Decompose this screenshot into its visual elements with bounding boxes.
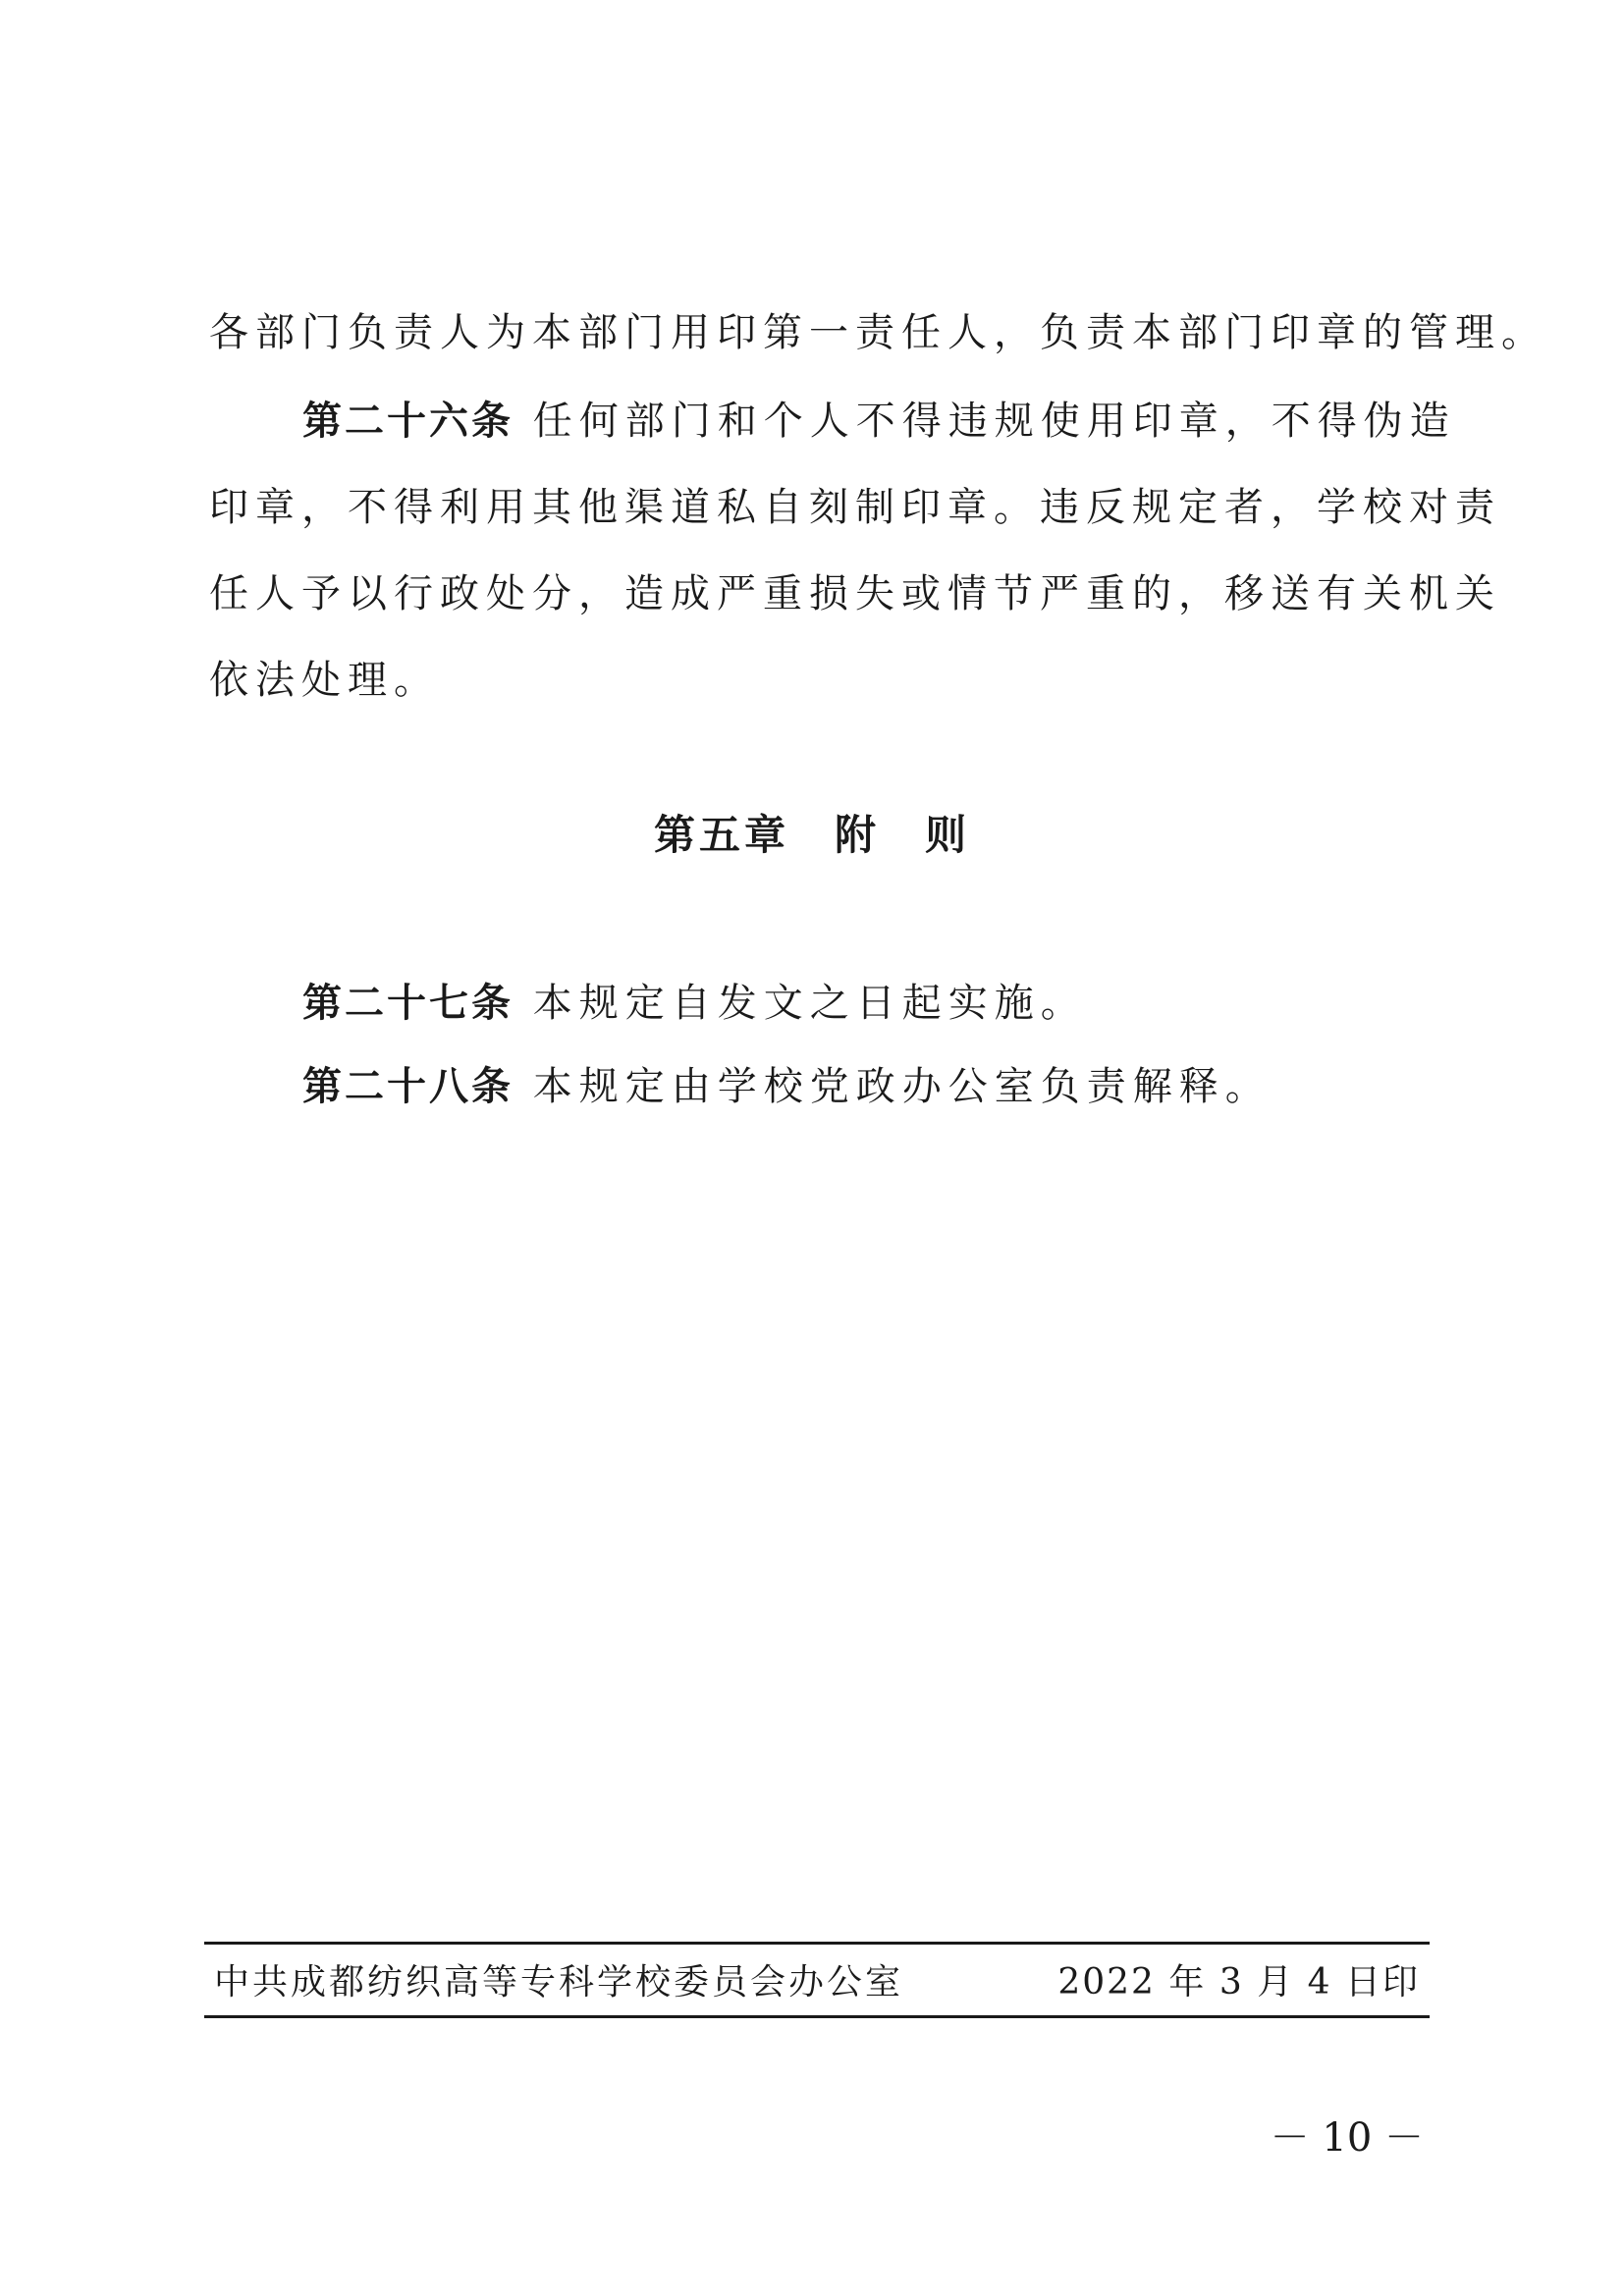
article-text-line: 印章，不得利用其他渠道私自刻制印章。违反规定者，学校对责	[209, 485, 1501, 530]
article-text-line: 依法处理。	[209, 658, 440, 703]
imprint-block	[214, 1955, 1420, 2010]
issuing-organization: 中共成都纺织高等专科学校委员会办公室	[214, 1962, 904, 2002]
article-28	[209, 1043, 1436, 1130]
imprint-top-rule	[204, 1942, 1430, 1945]
article-text: 本规定由学校党政办公室负责解释。	[532, 1064, 1272, 1109]
article-text-line: 任人予以行政处分，造成严重损失或情节严重的，移送有关机关	[209, 571, 1501, 616]
article-27-line	[209, 960, 1436, 1046]
body-text-line: 各部门负责人为本部门用印第一责任人，负责本部门印章的管理。	[209, 310, 1547, 355]
paragraph-continuation	[209, 290, 1547, 376]
article-text: 本规定自发文之日起实施。	[532, 981, 1087, 1026]
article-number: 第二十八条	[302, 1064, 514, 1109]
chapter-heading: 第五章 附 则	[653, 811, 970, 859]
article-number: 第二十六条	[302, 399, 514, 444]
article-number: 第二十七条	[302, 981, 514, 1026]
article-26-first-line	[209, 378, 1456, 464]
article-28-line	[209, 1043, 1436, 1130]
page-number: － 10 －	[1270, 2115, 1424, 2161]
print-date: 2022 年 3 月 4 日印	[1057, 1962, 1420, 2002]
article-26	[209, 378, 1501, 723]
imprint-bottom-rule	[204, 2015, 1430, 2018]
article-text: 任何部门和个人不得违规使用印章，不得伪造	[532, 399, 1456, 444]
article-27	[209, 960, 1436, 1046]
